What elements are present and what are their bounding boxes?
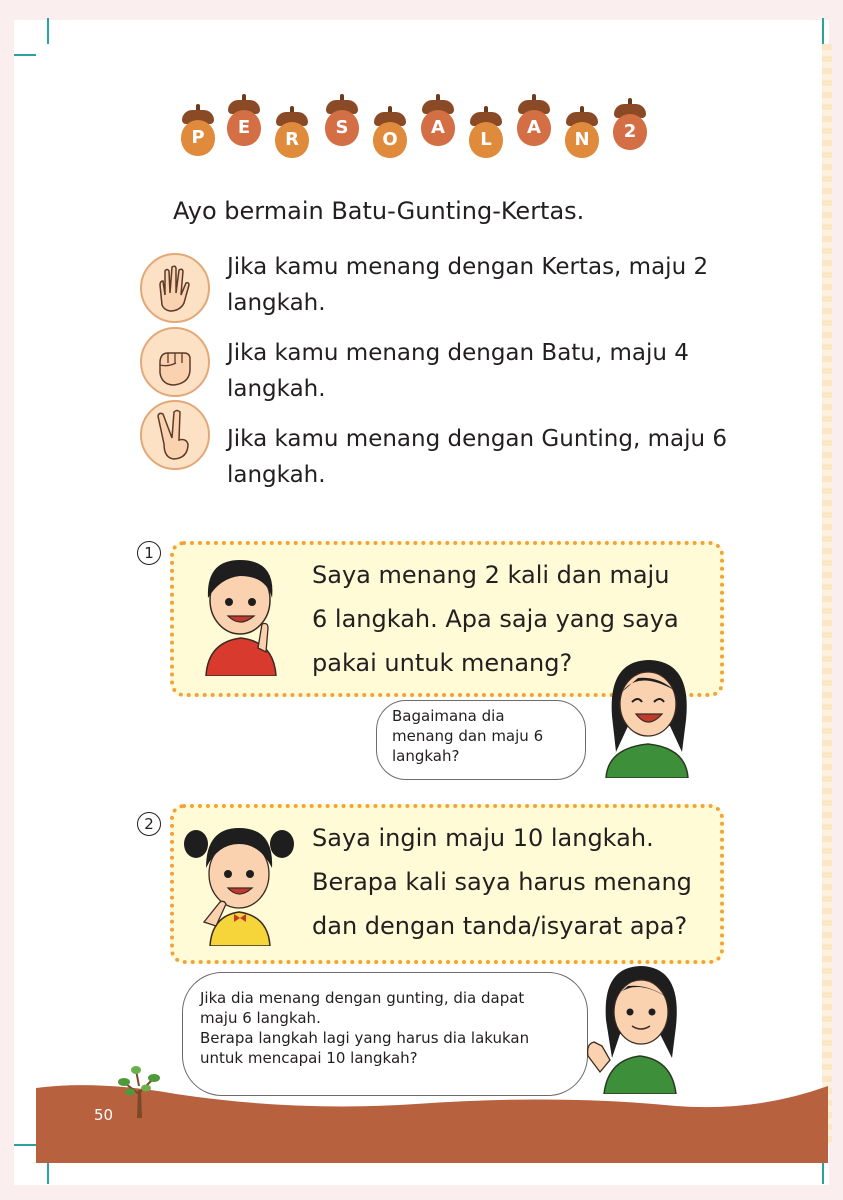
acorn-letter: L xyxy=(466,112,506,160)
crop-mark xyxy=(14,1144,36,1146)
victory-hand-icon xyxy=(140,400,210,470)
crop-mark xyxy=(822,1160,824,1184)
page-title xyxy=(178,96,658,166)
hint-text: Jika dia menang dengan gunting, dia dapat maju 6 langkah. Berapa langkah lagi yang harus dia lakukan untuk mencapai 10 langkah? xyxy=(200,989,530,1067)
fist-icon xyxy=(140,327,210,397)
crop-mark xyxy=(822,18,824,44)
tree-icon xyxy=(114,1064,164,1122)
question-text: Saya ingin maju 10 langkah. Berapa kali saya harus menang dan dengan tanda/isyarat apa? xyxy=(312,824,692,940)
intro-text: Ayo bermain Batu-Gunting-Kertas. xyxy=(173,197,585,225)
acorn-letter: E xyxy=(224,100,264,148)
open-hand-icon xyxy=(140,253,210,323)
acorn-letter: A xyxy=(418,100,458,148)
acorn-letter: A xyxy=(514,100,554,148)
acorn-letter: 2 xyxy=(610,104,650,152)
page-number: 50 xyxy=(94,1106,114,1124)
acorn-letter: O xyxy=(370,112,410,160)
rule-batu: Jika kamu menang dengan Batu, maju 4 langkah. xyxy=(227,340,689,402)
boy-illustration xyxy=(196,552,286,680)
question-number: 2 xyxy=(137,812,161,836)
girl-pigtails-illustration xyxy=(184,818,294,950)
rule-gunting: Jika kamu menang dengan Gunting, maju 6 langkah. xyxy=(227,426,728,488)
girl-illustration xyxy=(598,656,698,782)
acorn-letter: S xyxy=(322,100,362,148)
crop-mark xyxy=(47,18,49,44)
acorn-letter: P xyxy=(178,110,218,158)
acorn-letter: N xyxy=(562,112,602,160)
hint-text: Bagaimana dia menang dan maju 6 langkah? xyxy=(392,707,544,765)
rule-kertas: Jika kamu menang dengan Kertas, maju 2 langkah. xyxy=(227,254,709,316)
question-text: Saya menang 2 kali dan maju 6 langkah. Apa saja yang saya pakai untuk menang? xyxy=(312,561,679,677)
question-number: 1 xyxy=(137,541,161,565)
girl-waving-illustration xyxy=(584,960,684,1098)
acorn-letter: R xyxy=(272,112,312,160)
crop-mark xyxy=(47,1160,49,1184)
crop-mark xyxy=(14,54,36,56)
page-edge-stripe xyxy=(822,44,832,1144)
